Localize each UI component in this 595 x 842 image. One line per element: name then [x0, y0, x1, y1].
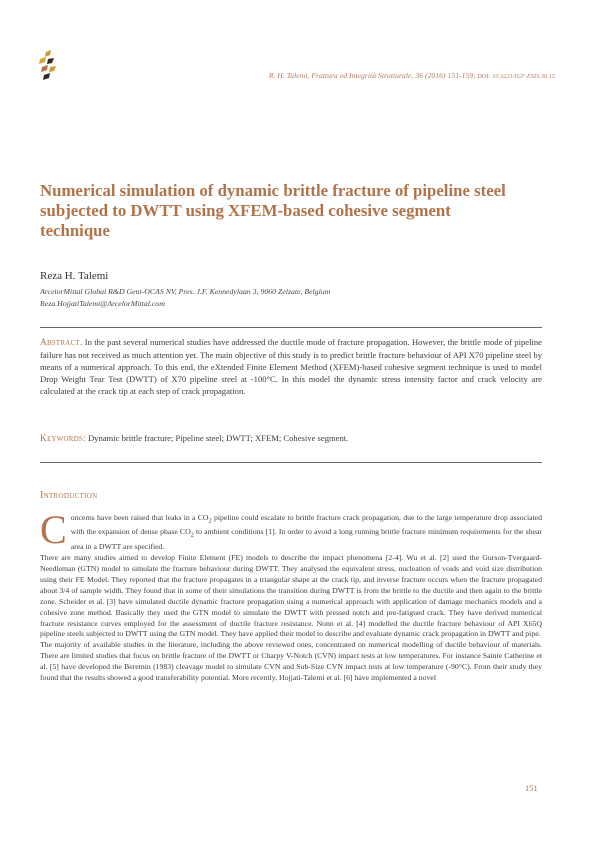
section-heading-introduction: Introduction	[40, 490, 98, 501]
page-number: 151	[525, 783, 538, 793]
keywords	[40, 433, 542, 444]
abstract-label: Abstract.	[40, 338, 83, 348]
running-header-citation	[95, 71, 555, 80]
doi-text: DOI: 10.3221/IGF-ESIS.36.15	[475, 73, 555, 80]
divider-bottom	[40, 462, 542, 463]
author-name: Reza H. Talemi	[40, 270, 109, 282]
intro-paragraph-1: Concerns have been raised that leaks in a $CO_2$ pipeline could escalate to brittle fracture crack propagation, due to the large temperature drop associated with the expansion of dense phase $CO_2$ to ambient conditions [1]. In order to avoid a long running brittle fracture minimum requirements for the shear area in a DWTT are specified.	[40, 507, 543, 552]
paper-title: Numerical simulation of dynamic brittle fracture of pipeline steel subjected to DWTT using XFEM-based cohesive segment technique	[40, 181, 506, 240]
intro-paragraph-2: There are many studies aimed to develop Finite Element (FE) models to describe the impact phenomena [2-4]. Wu et al. [2] used the Gurson-Tvergaard-Needleman (GTN) model to simulate the fracture behaviour during DWTT. They analysed the equivalent stress, nucleation of voids and void size distribution using their FE Model. They reported that the fracture propagates in a triangular shape at the crack tip, and inverse fracture occurs when the fracture propagated about 3/4 of sample width. They found that in some of their simulations the transition during DWTT is from the brittle to the ductile and then again to the brittle zone. Scheider et al. [3] have simulated ductile dynamic fracture propagation using a numerical approach with application of damage mechanics models and a cohesive zone method. Basically they used the GTN model to simulate the DWTT with pressed notch and pre-fatigued crack. They have derived numerical fracture resistance curves employed for the assessment of ductile fracture resistance. Nonn et al. [4] modelled the ductile fracture behaviour of API X65Q pipeline steels subjected to DWTT using the GTN model. They have applied their model to describe and evaluate dynamic crack propagation in DWTT and pipe.	[40, 552, 542, 639]
author-email: Reza.HojjatiTalemi@ArcelorMittal.com	[40, 299, 165, 308]
abstract-text: In the past several numerical studies have addressed the ductile mode of fracture propagation. However, the brittle mode of pipeline failure has not received as much attention yet. The main objective of this study is to predict brittle fracture behaviour of API X70 pipeline steel by means of a numerical approach. To this end, the eXtended Finite Element Method (XFEM)-based cohesive segment technique is used to model Drop Weight Tear Test (DWTT) of X70 pipeline steel at -100°C. In this model the dynamic stress intensity factor and crack velocity are calculated at the crack tip at each step of crack propagation.	[40, 337, 542, 396]
divider-top	[40, 327, 542, 328]
journal-logo-icon	[38, 50, 62, 80]
intro-paragraph-3: The majority of available studies in the literature, including the above reviewed ones, concentrated on numerical modelling of ductile behaviour of materials. There are limited studies that focus on brittle fracture of the DWTT or Charpy V-Notch (CVN) impact tests at low temperatures. For instance Sainte Catherine et al. [5] have developed the Beremin (1983) cleavage model to simulate CVN and Sub-Size CVN impact tests at low temperature (-90°C). From their study they found that the results showed a good transferability potential. More recently, Hojjati-Talemi et al. [6] have implemented a novel	[40, 640, 542, 683]
affiliation-block	[40, 286, 330, 310]
introduction-body	[40, 507, 543, 684]
abstract	[40, 337, 542, 398]
affiliation: ArcelorMittal Global R&D Gent-OCAS NV, Pres. J.F. Kennedylaan 3, 9060 Zelzate, Belgium	[40, 287, 331, 296]
drop-cap: C	[40, 507, 67, 552]
keywords-text: Dynamic brittle fracture; Pipeline steel; DWTT; XFEM; Cohesive segment.	[85, 433, 349, 443]
keywords-label: Keywords:	[40, 434, 86, 444]
citation-text: R. H. Talemi, Frattura ed Integrità Strutturale, 36 (2016) 151-159;	[268, 71, 476, 80]
